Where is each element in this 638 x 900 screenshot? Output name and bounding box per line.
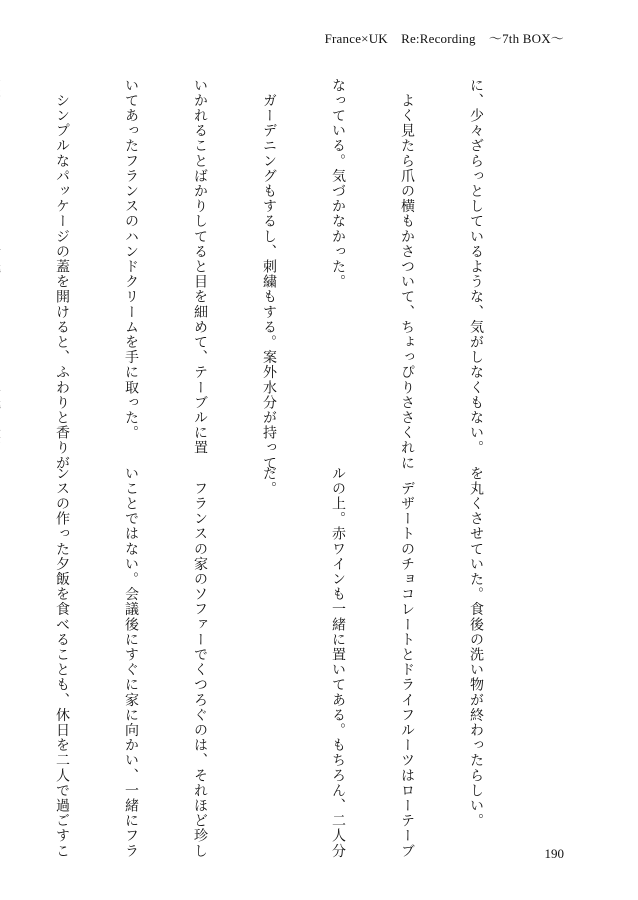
page-number: 190 <box>544 846 564 861</box>
text-line: ンスの作った夕飯を食べることも、休日を二人で過ごすこ <box>54 466 70 859</box>
text-line: いてあったフランスのハンドクリームを手に取った。 <box>123 78 139 441</box>
text-line: シンプルなパッケージの蓋を開けると、ふわりと香りが <box>54 78 70 471</box>
text-line: フランスの家のソファーでくつろぐのは、それほど珍し <box>192 466 208 859</box>
text-line <box>0 78 4 418</box>
text-line: なっている。気づかなかった。 <box>330 78 346 290</box>
text-line <box>0 466 4 806</box>
text-line: よく見たら爪の横もかさついて、ちょっぴりささくれに <box>399 78 415 471</box>
running-header: France×UK Re:Recording ～7th BOX～ <box>324 31 564 46</box>
text-line: ガーデニングもするし、刺繍もする。案外水分が持って <box>261 78 277 471</box>
text-line: ルの上。赤ワインも一緒に置いてある。もちろん、二人分 <box>330 466 346 859</box>
text-line: を丸くさせていた。食後の洗い物が終わったらしい。 <box>468 466 484 829</box>
text-line: いことではない。会議後にすぐに家に向かい、一緒にフラ <box>123 466 139 859</box>
text-block-top <box>54 78 533 471</box>
text-line: に、少々ざらっとしているような、気がしなくもない。 <box>468 78 484 456</box>
text-line: だ。 <box>261 466 277 497</box>
text-line: いかれることばかりしてると目を細めて、テーブルに置 <box>192 78 208 456</box>
text-block-bottom <box>54 466 533 859</box>
text-line: デザートのチョコレートとドライフルーツはローテーブ <box>399 466 415 859</box>
